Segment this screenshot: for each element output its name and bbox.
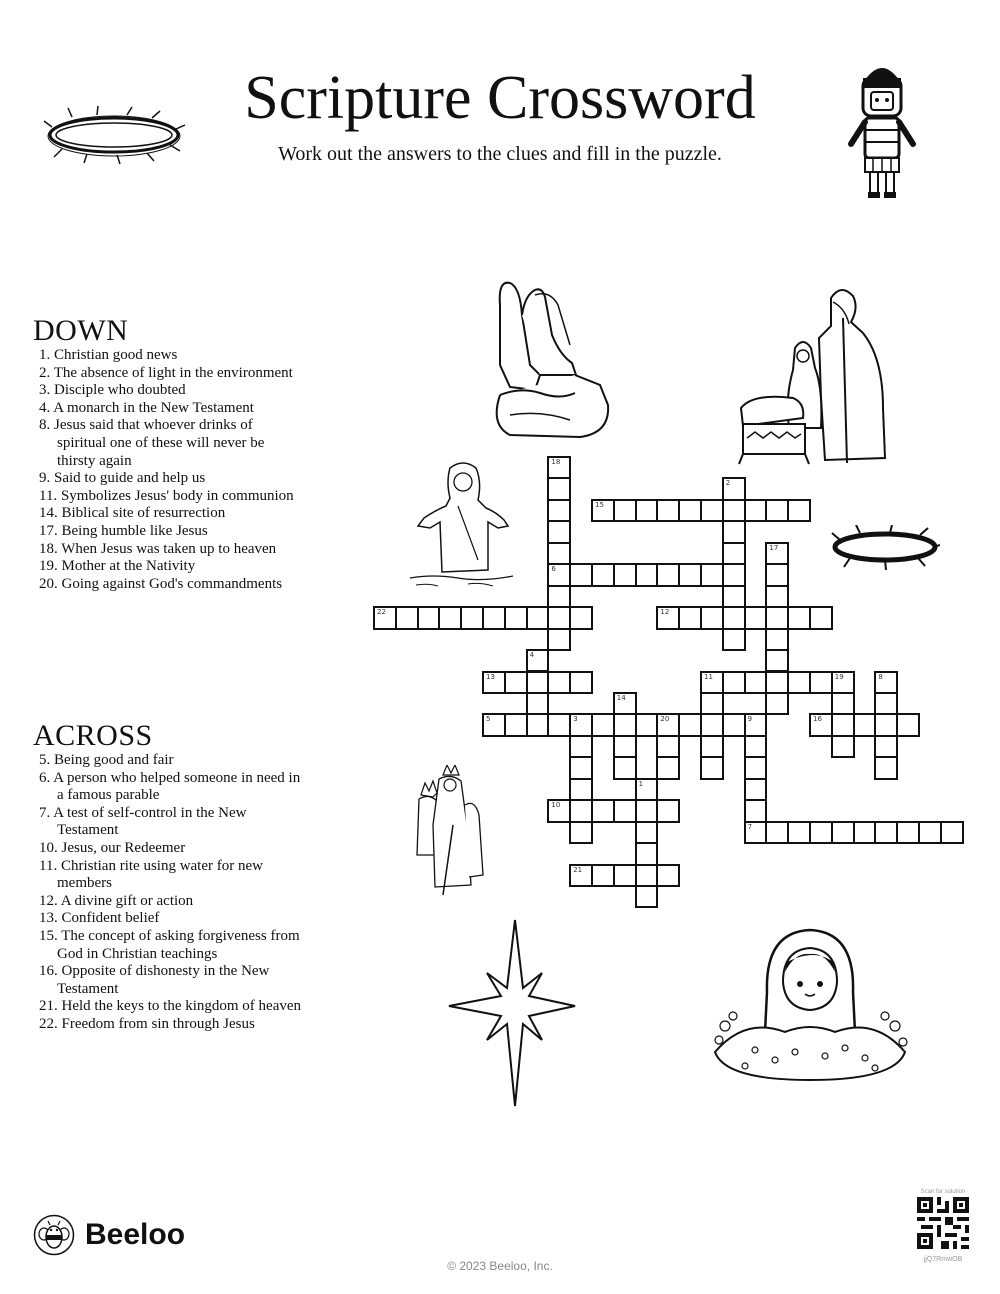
brand-name: Beeloo [85, 1218, 186, 1251]
crossword-cell[interactable] [744, 671, 768, 694]
crossword-cell[interactable] [504, 606, 528, 629]
clue-text: A divine gift or action [60, 892, 194, 909]
crossword-cell[interactable] [547, 477, 571, 500]
crossword-cell[interactable] [635, 821, 659, 844]
crossword-cell[interactable] [635, 713, 659, 736]
clue-text: Disciple who doubted [54, 382, 186, 399]
clue-number: 21. [39, 998, 58, 1015]
crossword-cell[interactable] [547, 499, 571, 522]
crossword-cell[interactable] [722, 499, 746, 522]
crossword-cell[interactable] [591, 499, 615, 522]
clue-number: 3. [39, 382, 51, 399]
crossword-cell[interactable] [547, 628, 571, 651]
clue-number: 1. [39, 347, 51, 363]
crossword-cell[interactable] [613, 799, 637, 822]
crossword-cell[interactable] [591, 864, 615, 887]
crossword-cell[interactable] [918, 821, 942, 844]
crossword-cell[interactable] [656, 864, 680, 887]
clue-number: 8. [39, 417, 51, 434]
qr-code-text: jjQ7RmwOB [923, 1256, 963, 1263]
clue-number: 18. [39, 540, 58, 557]
crossword-cell[interactable] [569, 778, 593, 801]
cell-number: 11 [704, 672, 713, 681]
clue-number: 7. [39, 804, 51, 821]
crossword-cell[interactable] [635, 499, 659, 522]
crossword-cell[interactable] [787, 821, 811, 844]
cell-number: 19 [834, 672, 844, 681]
clue-text: Symbolizes Jesus' body in communion [60, 487, 294, 504]
crossword-cell[interactable] [656, 735, 680, 758]
crossword-cell[interactable] [635, 842, 659, 865]
crossword-cell[interactable] [569, 671, 593, 694]
crossword-cell[interactable] [547, 606, 571, 629]
page-title: Scripture Crossword [244, 64, 756, 132]
crossword-cell[interactable] [526, 606, 550, 629]
crossword-cell[interactable] [547, 520, 571, 543]
crossword-cell[interactable] [656, 499, 680, 522]
crossword-cell[interactable] [613, 692, 637, 715]
crossword-cell[interactable] [482, 713, 506, 736]
crossword-cell[interactable] [809, 713, 833, 736]
cell-number: 2 [725, 479, 731, 488]
crossword-cell[interactable] [874, 821, 898, 844]
crossword-cell[interactable] [722, 520, 746, 543]
across-heading: ACROSS [33, 719, 153, 752]
cell-number: 15 [595, 500, 604, 509]
clue-number: 22. [39, 1015, 58, 1032]
clue-text: Jesus said that whoever drinks of spiritual one of these will never be thirsty again [54, 417, 265, 469]
crossword-cell[interactable] [940, 821, 964, 844]
crossword-cell[interactable] [569, 864, 593, 887]
crossword-cell[interactable] [700, 606, 724, 629]
crossword-cell[interactable] [744, 713, 768, 736]
crossword-cell[interactable] [874, 735, 898, 758]
clue-number: 6. [39, 769, 51, 786]
clue-number: 20. [39, 575, 58, 592]
crossword-cell[interactable] [765, 606, 789, 629]
crossword-cell[interactable] [787, 499, 811, 522]
crossword-cell[interactable] [678, 499, 702, 522]
crossword-cell[interactable] [613, 756, 637, 779]
clue-number: 13. [39, 910, 58, 927]
crossword-cell[interactable] [460, 606, 484, 629]
crossword-cell[interactable] [765, 671, 789, 694]
crossword-cell[interactable] [831, 713, 855, 736]
crossword-cell[interactable] [700, 563, 724, 586]
crossword-cell[interactable] [591, 563, 615, 586]
clue-number: 14. [39, 505, 58, 522]
crossword-cell[interactable] [744, 778, 768, 801]
cell-number: 14 [616, 693, 626, 702]
crossword-cell[interactable] [853, 713, 877, 736]
beeloo-logo [33, 1214, 185, 1256]
crossword-cell[interactable] [417, 606, 441, 629]
clue-text: Opposite of dishonesty in the New Testament [57, 963, 270, 997]
clue-number: 2. [39, 364, 51, 381]
crossword-cell[interactable] [656, 713, 680, 736]
clue-number: 12. [39, 892, 58, 909]
clue-number: 16. [39, 963, 58, 980]
crossword-cell[interactable] [547, 671, 571, 694]
crossword-cell[interactable] [722, 542, 746, 565]
clue-text: A test of self-control in the New Testament [53, 804, 247, 839]
crossword-cell[interactable] [700, 713, 724, 736]
bee-icon [33, 1214, 75, 1256]
clue-number: 15. [39, 927, 58, 944]
cell-number: 3 [573, 715, 578, 724]
crossword-cell[interactable] [831, 692, 855, 715]
clue-text: Jesus, our Redeemer [61, 839, 186, 856]
crossword-cell[interactable] [896, 713, 920, 736]
crossword-cell[interactable] [765, 649, 789, 672]
crossword-cell[interactable] [569, 821, 593, 844]
crossword-cell[interactable] [526, 671, 550, 694]
crossword-cell[interactable] [635, 563, 659, 586]
crossword-cell[interactable] [700, 671, 724, 694]
cell-number: 10 [551, 801, 561, 810]
crossword-cell[interactable] [853, 821, 877, 844]
crossword-cell[interactable] [613, 499, 637, 522]
crossword-cell[interactable] [569, 606, 593, 629]
crossword-cell[interactable] [395, 606, 419, 629]
clue-text: Mother at the Nativity [61, 558, 196, 575]
crossword-cell[interactable] [482, 606, 506, 629]
crossword-cell[interactable] [635, 778, 659, 801]
clue-text: When Jesus was taken up to heaven [61, 540, 277, 557]
crossword-cell[interactable] [722, 606, 746, 629]
crossword-cell[interactable] [874, 756, 898, 779]
clue-number: 11. [39, 857, 58, 874]
crossword-cell[interactable] [722, 713, 746, 736]
cell-number: 1 [638, 779, 644, 788]
crossword-cell[interactable] [678, 713, 702, 736]
crossword-cell[interactable] [722, 628, 746, 651]
crossword-cell[interactable] [547, 585, 571, 608]
crossword-cell[interactable] [722, 671, 746, 694]
crossword-cell[interactable] [874, 671, 898, 694]
clue-text: Christian rite using water for new members [57, 857, 263, 892]
crossword-cell[interactable] [569, 713, 593, 736]
crossword-cell[interactable] [526, 649, 550, 672]
crossword-cell[interactable] [613, 864, 637, 887]
cell-number: 7 [747, 822, 753, 831]
crossword-cell[interactable] [613, 735, 637, 758]
down-heading: DOWN [33, 314, 129, 347]
clue-number: 11. [39, 487, 58, 504]
crossword-cell[interactable] [744, 821, 768, 844]
clue-text: Confident belief [61, 910, 160, 927]
clue-text: Said to guide and help us [54, 470, 206, 487]
clue-number: 19. [39, 558, 58, 575]
clue-number: 10. [39, 839, 58, 856]
crossword-cell[interactable] [635, 864, 659, 887]
cell-number: 22 [377, 608, 386, 617]
cell-number: 21 [573, 865, 583, 874]
crossword-cell[interactable] [896, 821, 920, 844]
crossword-cell[interactable] [722, 477, 746, 500]
crossword-cell[interactable] [831, 735, 855, 758]
clue-number: 5. [39, 752, 51, 768]
crossword-cell[interactable] [678, 606, 702, 629]
clue-text: Going against God's commandments [61, 575, 283, 592]
crossword-cell[interactable] [700, 735, 724, 758]
crossword-cell[interactable] [569, 735, 593, 758]
crossword-cell[interactable] [547, 713, 571, 736]
clue-text: Held the keys to the kingdom of heaven [61, 998, 302, 1015]
crossword-cell[interactable] [744, 499, 768, 522]
crossword-cell[interactable] [504, 671, 528, 694]
clue-text: A person who helped someone in need in a famous parable [53, 769, 301, 804]
clue-text: Biblical site of resurrection [61, 505, 226, 522]
crossword-cell[interactable] [613, 713, 637, 736]
crossword-cell[interactable] [809, 606, 833, 629]
crossword-cell[interactable] [765, 585, 789, 608]
crossword-cell[interactable] [744, 756, 768, 779]
crossword-cell[interactable] [438, 606, 462, 629]
cell-number: 8 [878, 672, 883, 681]
qr-code-icon[interactable] [917, 1197, 969, 1249]
crossword-cell[interactable] [526, 713, 550, 736]
crossword-cell[interactable] [787, 671, 811, 694]
clue-text: The absence of light in the environment [53, 364, 293, 381]
crossword-cell[interactable] [765, 628, 789, 651]
crossword-cell[interactable] [591, 799, 615, 822]
cell-number: 18 [551, 458, 561, 466]
crossword-cell[interactable] [744, 606, 768, 629]
clue-text: The concept of asking forgiveness from God in Christian teachings [57, 927, 300, 962]
crossword-cell[interactable] [831, 821, 855, 844]
crossword-cell[interactable] [809, 821, 833, 844]
crossword-cell[interactable] [678, 563, 702, 586]
crossword-cell[interactable] [744, 799, 768, 822]
crossword-cell[interactable] [547, 542, 571, 565]
crossword-cell[interactable] [656, 563, 680, 586]
qr-label: Scan for solution [920, 1189, 966, 1195]
crossword-cell[interactable] [874, 713, 898, 736]
copyright: © 2023 Beeloo, Inc. [447, 1259, 553, 1273]
cell-number: 9 [747, 715, 753, 724]
crossword-cell[interactable] [874, 692, 898, 715]
crossword-cell[interactable] [787, 606, 811, 629]
clue-number: 4. [39, 399, 51, 416]
cell-number: 6 [551, 565, 556, 574]
clue-text: Being humble like Jesus [61, 522, 208, 539]
crossword-cell[interactable] [656, 799, 680, 822]
crossword-cell[interactable] [547, 799, 571, 822]
clue-text: Freedom from sin through Jesus [61, 1015, 255, 1032]
clue-number: 9. [39, 470, 51, 487]
crossword-cell[interactable] [635, 799, 659, 822]
crossword-cell[interactable] [591, 713, 615, 736]
crossword-cell[interactable] [765, 499, 789, 522]
crossword-cell[interactable] [547, 456, 571, 479]
clue-number: 17. [39, 522, 58, 539]
crossword-cell[interactable] [526, 692, 550, 715]
crossword-cell[interactable] [722, 585, 746, 608]
crossword-cell[interactable] [831, 671, 855, 694]
crossword-cell[interactable] [700, 756, 724, 779]
crossword-cell[interactable] [700, 692, 724, 715]
crossword-cell[interactable] [569, 799, 593, 822]
crossword-cell[interactable] [765, 692, 789, 715]
crossword-cell[interactable] [765, 563, 789, 586]
crossword-cell[interactable] [744, 735, 768, 758]
crossword-cell[interactable] [809, 671, 833, 694]
crossword-cell[interactable] [569, 756, 593, 779]
crossword-cell[interactable] [613, 563, 637, 586]
crossword-cell[interactable] [765, 821, 789, 844]
crossword-cell[interactable] [700, 499, 724, 522]
cell-number: 4 [529, 651, 535, 660]
clue-text: Christian good news [54, 347, 178, 363]
cell-number: 5 [486, 715, 491, 724]
crossword-cell[interactable] [373, 606, 397, 629]
cell-number: 16 [813, 715, 822, 724]
crossword-cell[interactable] [656, 756, 680, 779]
crossword-cell[interactable] [656, 606, 680, 629]
crossword-cell[interactable] [722, 563, 746, 586]
cell-number: 12 [660, 608, 670, 617]
crossword-cell[interactable] [547, 563, 571, 586]
cell-number: 17 [769, 543, 779, 552]
crossword-cell[interactable] [765, 542, 789, 565]
crossword-cell[interactable] [569, 563, 593, 586]
cell-number: 13 [486, 672, 495, 681]
clue-text: A monarch in the New Testament [53, 399, 254, 416]
clue-text: Being good and fair [54, 752, 174, 768]
crossword-cell[interactable] [635, 885, 659, 908]
crossword-cell[interactable] [482, 671, 506, 694]
cell-number: 20 [660, 715, 670, 724]
page-subtitle: Work out the answers to the clues and fill in the puzzle. [278, 143, 722, 165]
crossword-cell[interactable] [504, 713, 528, 736]
qr-solution[interactable] [913, 1189, 973, 1263]
